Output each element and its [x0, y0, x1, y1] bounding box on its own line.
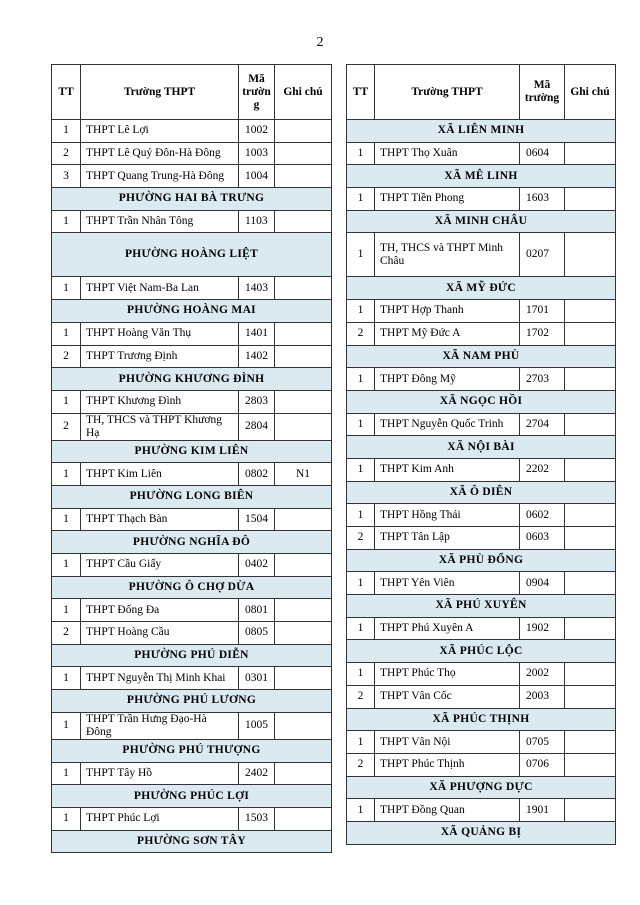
table-row [52, 165, 332, 188]
row-note [275, 142, 332, 165]
section-label: XÃ MÊ LINH [347, 165, 616, 188]
row-school-name: THPT Mỹ Đức A [375, 322, 520, 345]
row-school-name: THPT Việt Nam-Ba Lan [81, 277, 239, 300]
section-label: PHƯỜNG HOÀNG LIỆT [52, 233, 332, 277]
row-tt: 1 [52, 762, 81, 785]
table-row [347, 300, 616, 323]
section-label: XÃ PHÚC THỊNH [347, 708, 616, 731]
row-note [565, 458, 616, 481]
schools-table-right [346, 64, 616, 845]
header-note: Ghi chú [565, 65, 616, 120]
row-tt: 2 [347, 685, 375, 708]
row-school-code: 1401 [239, 322, 275, 345]
row-school-code: 2704 [520, 413, 565, 436]
row-school-code: 2003 [520, 685, 565, 708]
row-note [275, 322, 332, 345]
section-label: XÃ NGỌC HỒI [347, 390, 616, 413]
row-note [565, 799, 616, 822]
table-row [347, 142, 616, 165]
row-school-name: THPT Phú Xuyên A [375, 617, 520, 640]
section-header-row [52, 300, 332, 323]
row-tt: 2 [52, 622, 81, 645]
row-note [275, 390, 332, 413]
section-label: PHƯỜNG Ô CHỢ DỪA [52, 576, 332, 599]
row-tt: 1 [347, 504, 375, 527]
row-school-name: THPT Lê Lợi [81, 120, 239, 143]
row-note [275, 554, 332, 577]
section-header-row [347, 436, 616, 459]
row-school-name: THPT Trần Hưng Đạo-Hà Đông [81, 712, 239, 739]
row-school-name: THPT Thọ Xuân [375, 142, 520, 165]
row-school-code: 1902 [520, 617, 565, 640]
row-school-name: THPT Nguyễn Quốc Trinh [375, 413, 520, 436]
table-row [347, 685, 616, 708]
table-row [347, 753, 616, 776]
row-note [565, 527, 616, 550]
row-note [565, 413, 616, 436]
row-note [275, 165, 332, 188]
table-row [347, 527, 616, 550]
header-school: Trường THPT [81, 65, 239, 120]
row-school-name: THPT Trần Nhân Tông [81, 210, 239, 233]
section-header-row [52, 485, 332, 508]
row-note [565, 142, 616, 165]
row-school-code: 1403 [239, 277, 275, 300]
table-row [52, 210, 332, 233]
row-school-name: THPT Tân Lập [375, 527, 520, 550]
row-note [565, 504, 616, 527]
header-tt: TT [347, 65, 375, 120]
row-school-code: 0802 [239, 463, 275, 486]
row-tt: 1 [347, 368, 375, 391]
row-school-code: 2803 [239, 390, 275, 413]
table-row [347, 799, 616, 822]
row-tt: 1 [347, 617, 375, 640]
section-header-row [52, 830, 332, 853]
row-school-code: 1702 [520, 322, 565, 345]
row-school-name: THPT Kim Liên [81, 463, 239, 486]
row-tt: 1 [52, 463, 81, 486]
row-tt: 1 [52, 390, 81, 413]
section-label: XÃ QUẢNG BỊ [347, 821, 616, 844]
row-tt: 1 [52, 120, 81, 143]
row-school-code: 0805 [239, 622, 275, 645]
row-school-name: TH, THCS và THPT Minh Châu [375, 233, 520, 277]
section-header-row [347, 821, 616, 844]
row-note [275, 508, 332, 531]
table-row [52, 712, 332, 739]
row-note [565, 731, 616, 754]
row-school-name: THPT Trương Định [81, 345, 239, 368]
section-label: PHƯỜNG PHÚ LƯƠNG [52, 690, 332, 713]
row-note [275, 210, 332, 233]
section-label: XÃ NAM PHÙ [347, 345, 616, 368]
section-label: PHƯỜNG HAI BÀ TRƯNG [52, 188, 332, 211]
row-school-code: 1004 [239, 165, 275, 188]
row-tt: 1 [347, 663, 375, 686]
table-row [52, 667, 332, 690]
section-label: PHƯỜNG SƠN TÂY [52, 830, 332, 853]
row-school-code: 0602 [520, 504, 565, 527]
row-tt: 2 [347, 322, 375, 345]
section-header-row [347, 277, 616, 300]
row-note [275, 277, 332, 300]
row-tt: 1 [347, 413, 375, 436]
header-code: Mã trường [520, 65, 565, 120]
section-header-row [52, 690, 332, 713]
table-row [52, 322, 332, 345]
row-school-name: THPT Phúc Thọ [375, 663, 520, 686]
row-note [275, 413, 332, 440]
table-row [52, 277, 332, 300]
row-tt: 1 [347, 188, 375, 211]
section-label: PHƯỜNG HOÀNG MAI [52, 300, 332, 323]
row-school-code: 1002 [239, 120, 275, 143]
section-header-row [52, 785, 332, 808]
section-label: XÃ MỸ ĐỨC [347, 277, 616, 300]
row-school-name: THPT Vân Nội [375, 731, 520, 754]
section-header-row [52, 440, 332, 463]
row-school-code: 0603 [520, 527, 565, 550]
row-school-name: THPT Đồng Quan [375, 799, 520, 822]
header-code: Mã trườn g [239, 65, 275, 120]
header-tt: TT [52, 65, 81, 120]
row-tt: 1 [52, 277, 81, 300]
row-tt: 1 [347, 799, 375, 822]
row-note [565, 753, 616, 776]
table-row [347, 663, 616, 686]
table-row [52, 142, 332, 165]
table-row [52, 508, 332, 531]
row-tt: 1 [52, 554, 81, 577]
section-header-row [52, 739, 332, 762]
row-school-code: 2703 [520, 368, 565, 391]
table-row [347, 233, 616, 277]
section-label: PHƯỜNG PHÚ DIỄN [52, 644, 332, 667]
table-row [52, 345, 332, 368]
section-header-row [347, 708, 616, 731]
row-tt: 1 [347, 731, 375, 754]
row-school-code: 0301 [239, 667, 275, 690]
row-school-name: THPT Yên Viên [375, 572, 520, 595]
row-tt: 2 [52, 345, 81, 368]
table-row [347, 188, 616, 211]
row-tt: 1 [52, 322, 81, 345]
section-header-row [347, 595, 616, 618]
row-school-name: THPT Kim Anh [375, 458, 520, 481]
header-note: Ghi chú [275, 65, 332, 120]
row-school-code: 0402 [239, 554, 275, 577]
row-tt: 1 [52, 667, 81, 690]
row-note [275, 807, 332, 830]
table-row [347, 368, 616, 391]
section-header-row [52, 644, 332, 667]
row-school-name: THPT Khương Đình [81, 390, 239, 413]
section-header-row [347, 165, 616, 188]
row-school-name: THPT Hoàng Văn Thụ [81, 322, 239, 345]
row-school-name: THPT Hoàng Cầu [81, 622, 239, 645]
row-school-name: THPT Hợp Thanh [375, 300, 520, 323]
table-row [347, 458, 616, 481]
section-header-row [347, 390, 616, 413]
section-header-row [52, 233, 332, 277]
section-label: PHƯỜNG NGHĨA ĐÔ [52, 531, 332, 554]
row-school-name: THPT Cầu Giấy [81, 554, 239, 577]
row-school-name: TH, THCS và THPT Khương Hạ [81, 413, 239, 440]
row-school-code: 0801 [239, 599, 275, 622]
table-row [52, 390, 332, 413]
table-row [347, 617, 616, 640]
section-header-row [347, 481, 616, 504]
row-note [565, 572, 616, 595]
section-header-row [347, 120, 616, 143]
section-label: XÃ PHÚC LỘC [347, 640, 616, 663]
row-school-code: 1504 [239, 508, 275, 531]
header-school: Trường THPT [375, 65, 520, 120]
table-row [52, 554, 332, 577]
row-tt: 2 [52, 142, 81, 165]
table-header-row [52, 65, 332, 120]
table-row [347, 413, 616, 436]
row-tt: 1 [52, 712, 81, 739]
table-row [52, 413, 332, 440]
row-school-code: 1901 [520, 799, 565, 822]
row-note: N1 [275, 463, 332, 486]
row-school-name: THPT Phúc Thịnh [375, 753, 520, 776]
section-label: XÃ MINH CHÂU [347, 210, 616, 233]
row-note [565, 300, 616, 323]
row-school-name: THPT Đống Đa [81, 599, 239, 622]
section-label: XÃ PHÙ ĐỔNG [347, 549, 616, 572]
section-label: PHƯỜNG KIM LIÊN [52, 440, 332, 463]
row-school-code: 1005 [239, 712, 275, 739]
section-header-row [347, 549, 616, 572]
row-note [565, 617, 616, 640]
table-row [347, 504, 616, 527]
table-row [52, 599, 332, 622]
row-note [275, 712, 332, 739]
row-school-code: 1503 [239, 807, 275, 830]
row-school-code: 2804 [239, 413, 275, 440]
row-note [565, 663, 616, 686]
row-tt: 1 [347, 458, 375, 481]
table-row [52, 807, 332, 830]
row-tt: 2 [52, 413, 81, 440]
section-header-row [52, 368, 332, 391]
row-tt: 1 [347, 300, 375, 323]
section-label: XÃ PHƯỢNG DỰC [347, 776, 616, 799]
row-note [275, 762, 332, 785]
section-header-row [347, 776, 616, 799]
table-row [52, 463, 332, 486]
row-school-name: THPT Tây Hồ [81, 762, 239, 785]
table-row [52, 120, 332, 143]
row-school-name: THPT Hồng Thái [375, 504, 520, 527]
row-note [565, 685, 616, 708]
row-tt: 1 [347, 572, 375, 595]
row-note [275, 120, 332, 143]
section-header-row [52, 576, 332, 599]
row-school-name: THPT Phúc Lợi [81, 807, 239, 830]
row-school-code: 2002 [520, 663, 565, 686]
row-note [565, 368, 616, 391]
row-note [275, 599, 332, 622]
row-tt: 3 [52, 165, 81, 188]
table-row [347, 572, 616, 595]
row-school-code: 1103 [239, 210, 275, 233]
row-tt: 1 [52, 599, 81, 622]
section-label: XÃ NỘI BÀI [347, 436, 616, 459]
row-tt: 1 [52, 508, 81, 531]
section-header-row [347, 210, 616, 233]
row-note [565, 233, 616, 277]
page-number: 2 [316, 35, 324, 50]
section-label: XÃ Ô DIÊN [347, 481, 616, 504]
section-header-row [52, 188, 332, 211]
row-school-code: 1701 [520, 300, 565, 323]
row-school-code: 2202 [520, 458, 565, 481]
schools-table-left [51, 64, 332, 853]
row-school-code: 0706 [520, 753, 565, 776]
row-school-code: 1003 [239, 142, 275, 165]
section-label: PHƯỜNG PHÚ THƯỢNG [52, 739, 332, 762]
row-school-code: 0604 [520, 142, 565, 165]
row-note [275, 622, 332, 645]
section-label: XÃ PHÚ XUYÊN [347, 595, 616, 618]
row-tt: 1 [52, 210, 81, 233]
row-note [565, 322, 616, 345]
table-header-row [347, 65, 616, 120]
row-school-code: 0705 [520, 731, 565, 754]
section-label: PHƯỜNG KHƯƠNG ĐÌNH [52, 368, 332, 391]
table-row [347, 322, 616, 345]
section-header-row [347, 640, 616, 663]
section-label: XÃ LIÊN MINH [347, 120, 616, 143]
row-school-code: 0904 [520, 572, 565, 595]
row-tt: 1 [347, 233, 375, 277]
section-header-row [52, 531, 332, 554]
row-school-code: 1402 [239, 345, 275, 368]
row-note [275, 345, 332, 368]
row-school-name: THPT Đông Mỹ [375, 368, 520, 391]
section-header-row [347, 345, 616, 368]
row-tt: 2 [347, 527, 375, 550]
row-school-name: THPT Tiền Phong [375, 188, 520, 211]
row-school-name: THPT Thạch Bàn [81, 508, 239, 531]
row-tt: 2 [347, 753, 375, 776]
row-tt: 1 [347, 142, 375, 165]
table-row [347, 731, 616, 754]
row-school-code: 2402 [239, 762, 275, 785]
row-note [565, 188, 616, 211]
row-note [275, 667, 332, 690]
row-tt: 1 [52, 807, 81, 830]
row-school-name: THPT Lê Quý Đôn-Hà Đông [81, 142, 239, 165]
table-row [52, 762, 332, 785]
section-label: PHƯỜNG PHÚC LỢI [52, 785, 332, 808]
row-school-name: THPT Nguyễn Thị Minh Khai [81, 667, 239, 690]
row-school-code: 0207 [520, 233, 565, 277]
row-school-code: 1603 [520, 188, 565, 211]
section-label: PHƯỜNG LONG BIÊN [52, 485, 332, 508]
row-school-name: THPT Quang Trung-Hà Đông [81, 165, 239, 188]
table-row [52, 622, 332, 645]
row-school-name: THPT Vân Cốc [375, 685, 520, 708]
